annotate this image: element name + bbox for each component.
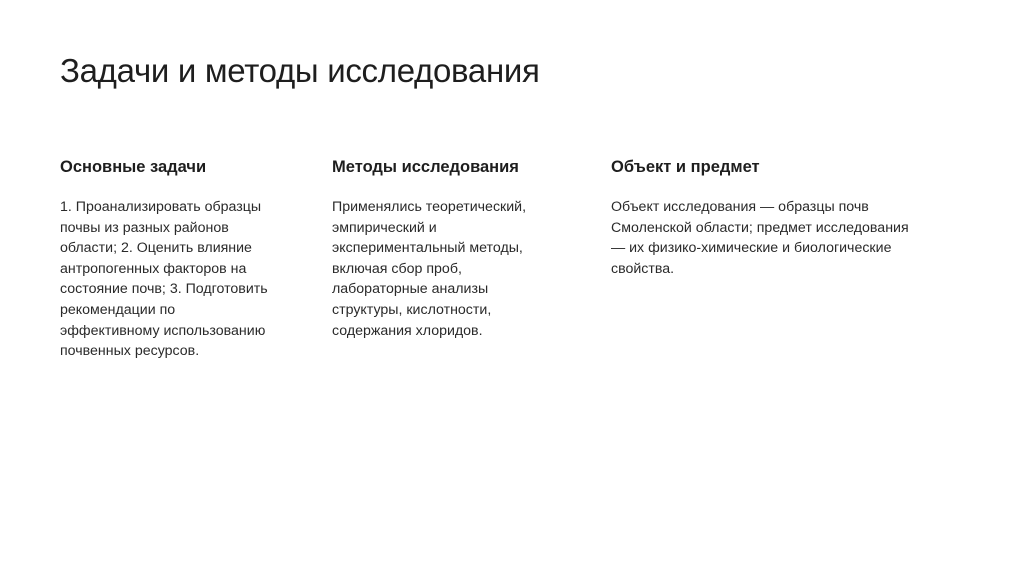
column-heading: Методы исследования: [332, 158, 519, 176]
column-heading: Объект и предмет: [611, 158, 760, 176]
slide-title: Задачи и методы исследования: [60, 52, 540, 89]
column-text: Применялись теоретический, эмпирический и экспериментальный методы, включая сбор проб, лабораторные анализы структуры, кислотности, содержания хлоридов.: [332, 199, 527, 339]
column-main-tasks: [60, 158, 275, 362]
column-object-subject: [611, 158, 921, 279]
column-research-methods: [332, 158, 557, 341]
column-text: 1. Проанализировать образцы почвы из разных районов области; 2. Оценить влияние антропогенных факторов на состояние почв; 3. Подготовить рекомендации по эффективному использованию почвенных ресурсов.: [60, 199, 268, 360]
column-heading: Основные задачи: [60, 158, 207, 176]
column-text: Объект исследования — образцы почв Смоленской области; предмет исследования — их физико-химические и биологические свойства.: [611, 199, 909, 277]
